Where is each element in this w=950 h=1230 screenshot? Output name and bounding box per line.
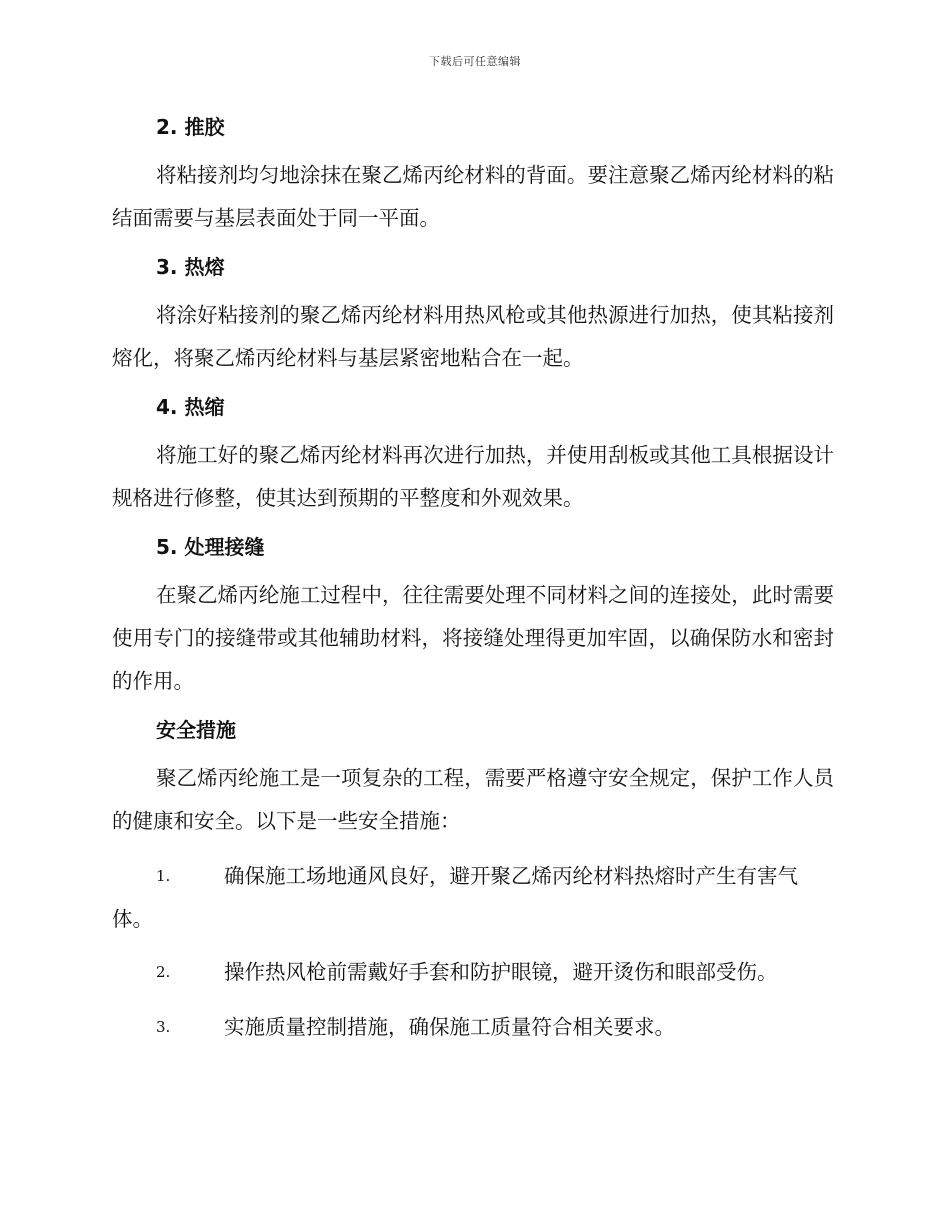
section-paragraph: 将涂好粘接剂的聚乙烯丙纶材料用热风枪或其他热源进行加热，使其粘接剂熔化，将聚乙烯丙纶材料与基层紧密地粘合在一起。 <box>112 303 834 370</box>
page-header: 下载后可任意编辑 <box>429 55 521 68</box>
section-5 <box>112 530 834 703</box>
list-item <box>112 951 834 994</box>
list-text: 操作热风枪前需戴好手套和防护眼镜，避开烫伤和眼部受伤。 <box>224 960 778 984</box>
list-number: 2. <box>156 963 171 981</box>
section-heading: 5. 处理接缝 <box>156 535 265 559</box>
section-heading: 4. 热缩 <box>156 395 225 419</box>
document-body <box>112 110 834 1049</box>
list-number: 3. <box>156 1018 171 1036</box>
list-number: 1. <box>156 867 171 885</box>
section-heading: 3. 热熔 <box>156 255 225 279</box>
list-text: 实施质量控制措施，确保施工质量符合相关要求。 <box>224 1015 675 1039</box>
list-item <box>112 855 834 941</box>
section-paragraph: 聚乙烯丙纶施工是一项复杂的工程，需要严格遵守安全规定，保护工作人员的健康和安全。以下是一些安全措施： <box>112 766 834 833</box>
section-4 <box>112 390 834 520</box>
list-text: 确保施工场地通风良好，避开聚乙烯丙纶材料热熔时产生有害气体。 <box>112 864 798 931</box>
section-paragraph: 在聚乙烯丙纶施工过程中，往往需要处理不同材料之间的连接处，此时需要使用专门的接缝带或其他辅助材料，将接缝处理得更加牢固，以确保防水和密封的作用。 <box>112 583 834 693</box>
section-paragraph: 将施工好的聚乙烯丙纶材料再次进行加热，并使用刮板或其他工具根据设计规格进行修整，使其达到预期的平整度和外观效果。 <box>112 443 834 510</box>
list-item <box>112 1006 834 1049</box>
safety-list <box>112 855 834 1049</box>
section-3 <box>112 250 834 380</box>
section-2 <box>112 110 834 240</box>
section-paragraph: 将粘接剂均匀地涂抹在聚乙烯丙纶材料的背面。要注意聚乙烯丙纶材料的粘结面需要与基层表面处于同一平面。 <box>112 163 834 230</box>
section-heading: 2. 推胶 <box>156 115 225 139</box>
section-heading: 安全措施 <box>156 718 236 742</box>
section-safety <box>112 713 834 843</box>
